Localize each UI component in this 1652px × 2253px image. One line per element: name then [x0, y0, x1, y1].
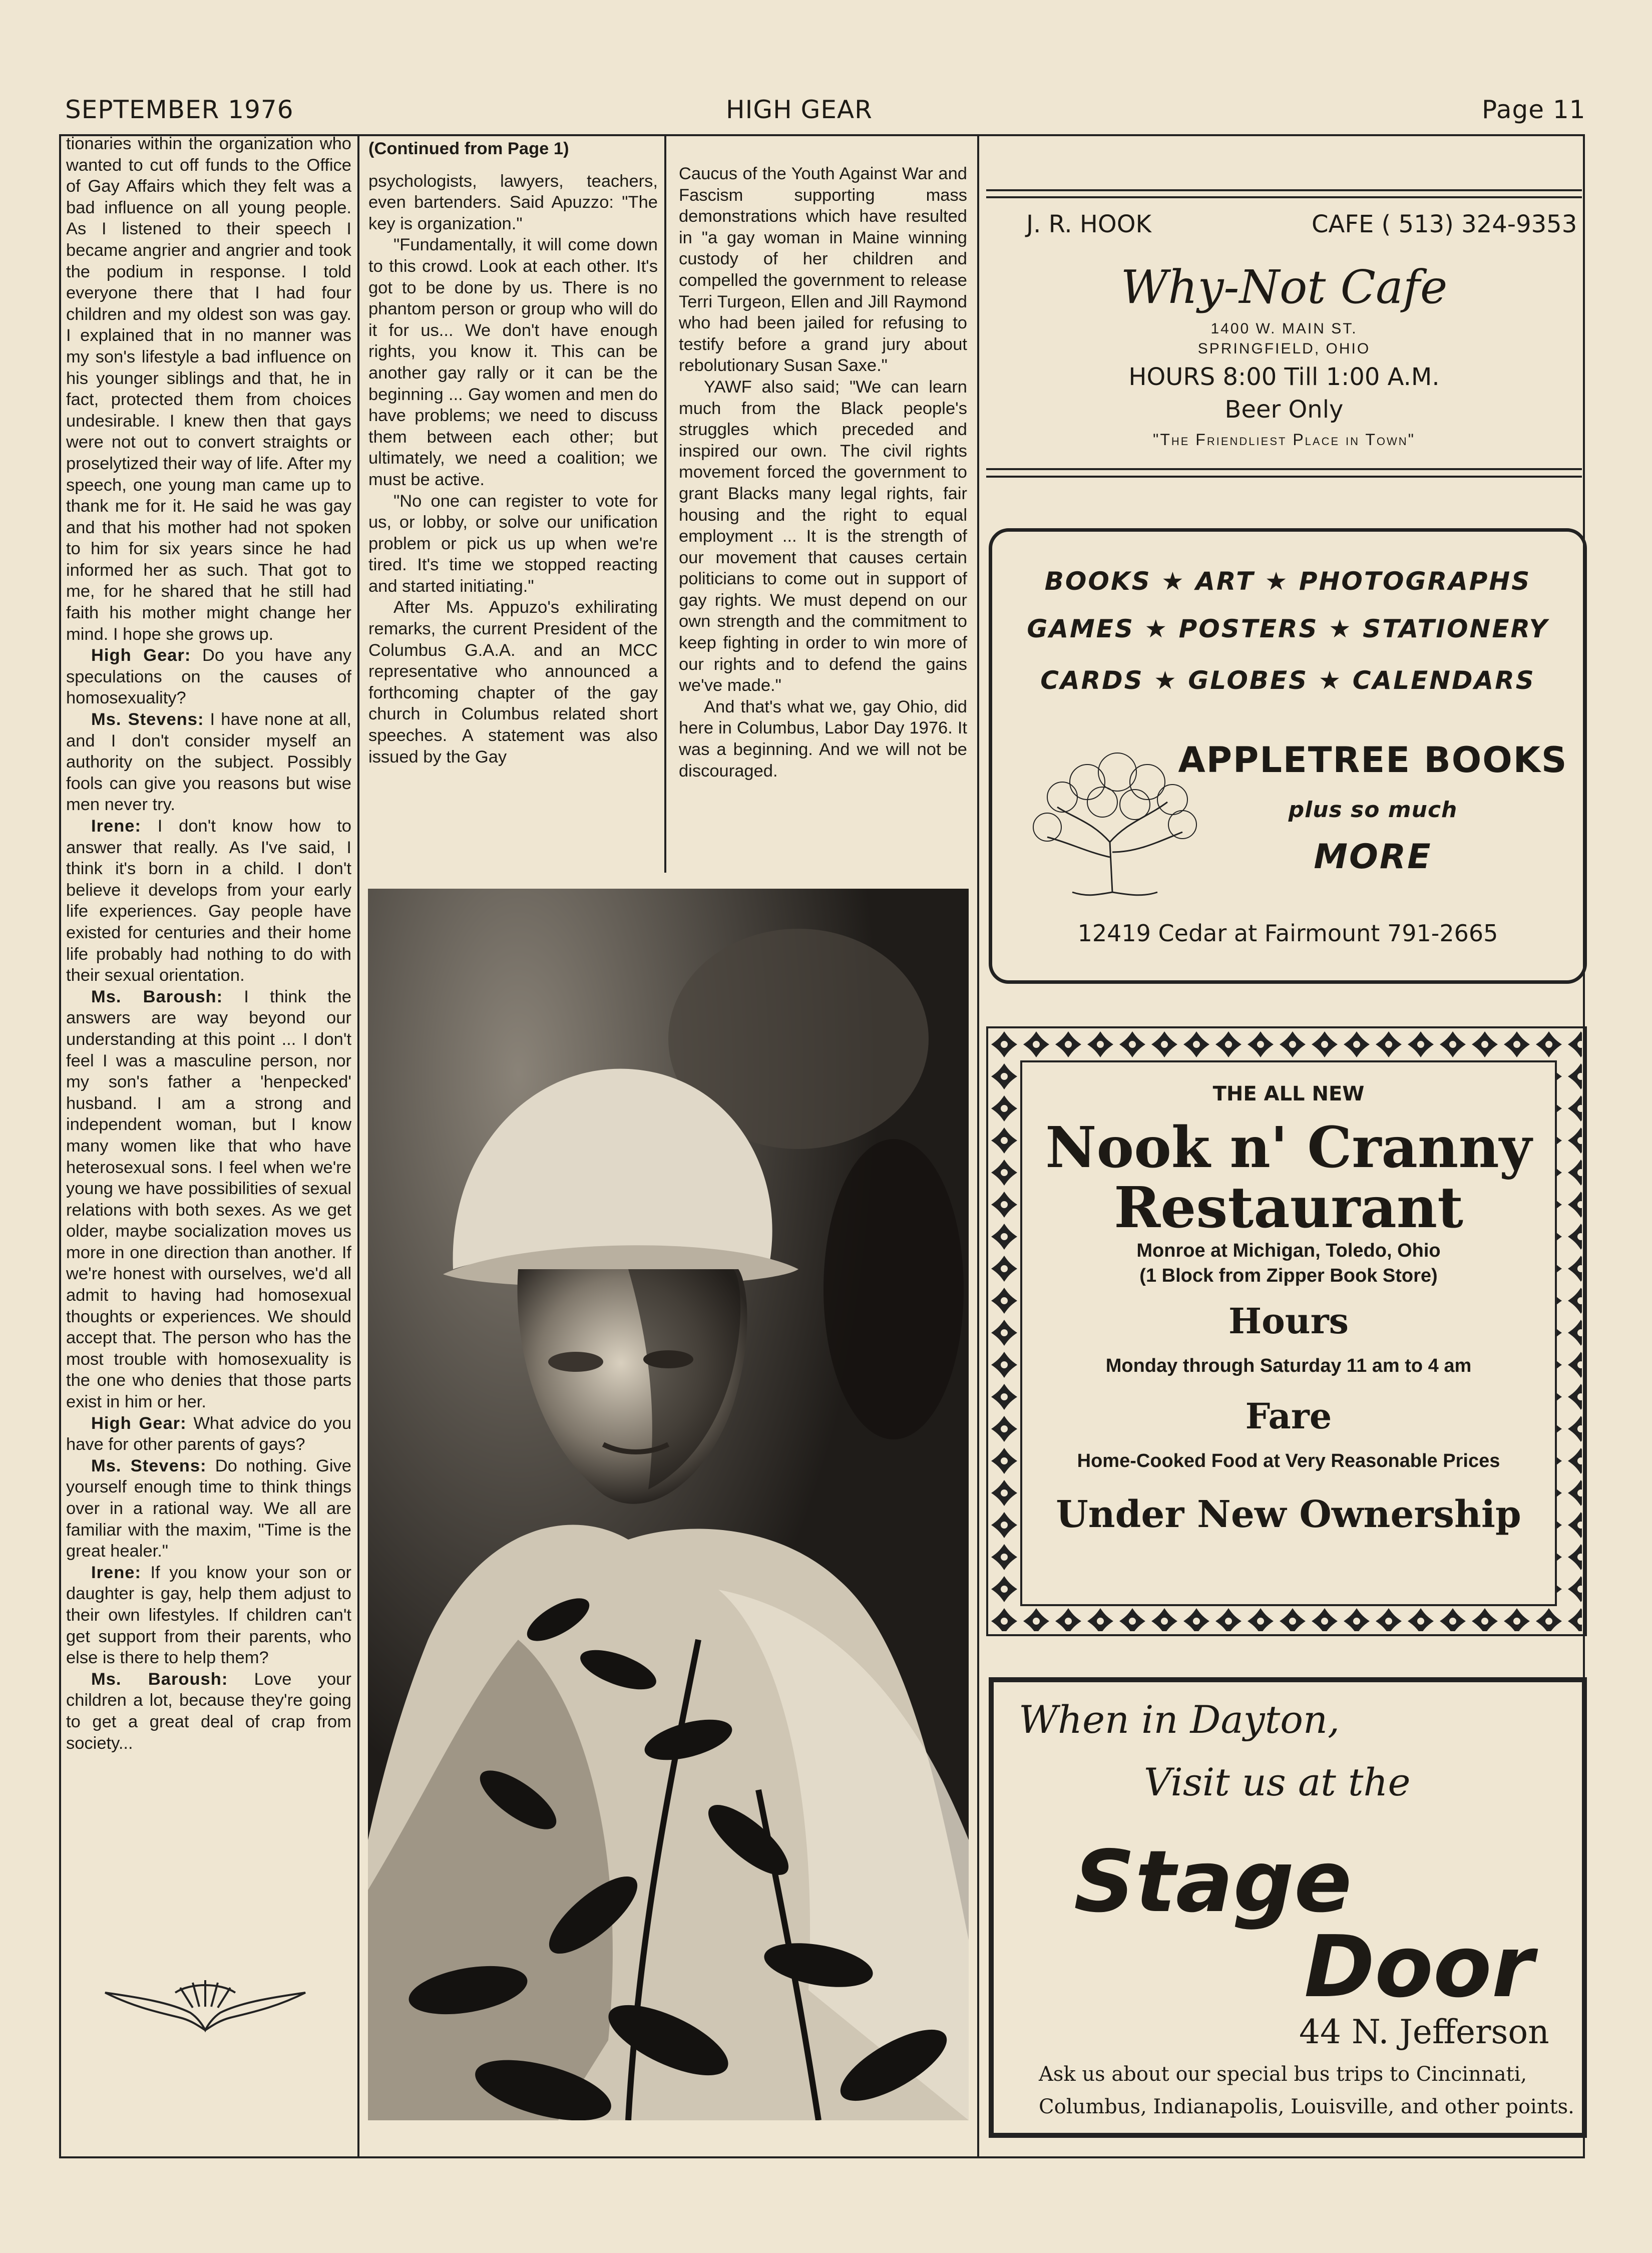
- ad-kicker: THE ALL NEW: [1212, 1082, 1365, 1105]
- ad-phone: CAFE ( 513) 324-9353: [1312, 210, 1577, 238]
- paragraph: And that's what we, gay Ohio, did here in Columbus, Labor Day 1976. It was a beginning. And we will not be discouraged.: [679, 697, 967, 781]
- paragraph: After Ms. Appuzo's exhilirating remarks, the current President of the Columbus G.A.A. and an MCC representative who announced a forthcoming chapter of the gay church in Columbus related short speeches. A statement was also issued by the Gay: [368, 598, 658, 767]
- ad-hours-heading: Hours: [1228, 1300, 1349, 1342]
- paragraph: Caucus of the Youth Against War and Fascism supporting mass demonstrations which have resulted in "a gay woman in Maine winning custody of her children and compelled the government to release Terri Turgeon, Ellen and Jill Raymond who had been jailed for refusing to testify before a grand jury about rebolutionary Susan Saxe.": [679, 164, 967, 376]
- paragraph-text: I think the answers are way beyond our understanding at this point ... I don't feel I was a masculine person, nor my son's father a 'henpecked' husband. I am a strong and independent woman, but I know many women like that who have heterosexual sons. I feel when we're young we have possibilities of sexual relations with both sexes. As we get older, maybe socialization moves us more in one direction than another. If we're honest with ourselves, we'd all admit to having had homosexual thoughts or experiences. We should accept that. The person who has the most trouble with homosexuality is the one who denies that those parts exist in him or her.: [66, 987, 351, 1412]
- paragraph-text: Love your children a lot, because they're going to get a great deal of crap from society...: [66, 1669, 351, 1753]
- ad-owner: J. R. HOOK: [1026, 210, 1151, 238]
- ad-line: GAMES ★ POSTERS ★ STATIONERY: [1027, 614, 1549, 643]
- speaker-label: High Gear:: [91, 646, 191, 665]
- paragraph-text: tionaries within the organization who wanted to cut off funds to the Office of Gay Affairs which they felt was a bad influence on all young people. As I listened to their speech I became angrier and angrier and took the podium in response. I told everyone there that I had four children and my oldest son was gay. I explained that in no manner was my son's lifestyle a bad influence on his younger siblings and that, he in fact, protected them from choices undesirable. I knew then that gays were not out to convert straights or proselytized their way of life. After my speech, one young man came up to thank me for it. He said he was gay and that his mother had not spoken to him for six years since he had informed her as such. That got to me, for he shared that he still had faith his mother might change her mind. I hope she grows up.: [66, 134, 351, 644]
- interview-paragraph: [66, 986, 351, 1413]
- paragraph-text: I don't know how to answer that really. As I've said, I think it's born in a child. I don't believe it develops from your early life experiences. Gay people have existed for centuries and their home life probably had nothing to do with their sexual orientation.: [66, 817, 351, 985]
- paragraph-text: I have none at all, and I don't consider myself an authority on the subject. Possibly fools can give you reasons but wise men never try.: [66, 710, 351, 815]
- ad-hours: HOURS 8:00 Till 1:00 A.M.: [1128, 363, 1440, 391]
- interview-paragraph: [66, 645, 351, 709]
- paragraph-text: If you know your son or daughter is gay, help them adjust to their own lifestyles. If children can't get support from their parents, who else is there to help them?: [66, 1563, 351, 1668]
- ad-line: BOOKS ★ ART ★ PHOTOGRAPHS: [1044, 567, 1531, 596]
- ad-nook-n-cranny: [986, 1026, 1587, 1636]
- ad-why-not-cafe: [986, 185, 1582, 486]
- ad-note: Columbus, Indianapolis, Louisville, and other points.: [1039, 2095, 1574, 2118]
- column-rule: [357, 134, 359, 2158]
- interview-paragraph: [66, 1413, 351, 1455]
- column-rule: [664, 134, 666, 873]
- speaker-label: Ms. Stevens:: [91, 710, 204, 729]
- ad-venue-name: Door: [1304, 1918, 1534, 2017]
- interview-paragraph: [66, 816, 351, 986]
- article-column-1: [66, 133, 351, 1754]
- ad-line: Visit us at the: [1144, 1760, 1411, 1804]
- paragraph: "No one can register to vote for us, or lobby, or solve our unification problem or pick us up when we're tired. It's time we stopped reacting and started initiating.": [368, 491, 658, 596]
- article-column-3: [679, 163, 967, 782]
- ad-fare: Home-Cooked Food at Very Reasonable Prices: [1077, 1450, 1500, 1471]
- ad-restaurant-name: Nook n' Cranny: [1045, 1115, 1532, 1181]
- ad-plus: plus so much: [1288, 797, 1458, 823]
- interview-paragraph: [66, 709, 351, 816]
- ad-beer: Beer Only: [1224, 396, 1344, 424]
- issue-date: SEPTEMBER 1976: [65, 95, 294, 124]
- ad-store-name: APPLETREE BOOKS: [1178, 739, 1568, 781]
- ad-fare-heading: Fare: [1245, 1395, 1332, 1437]
- ad-cafe-name: Why-Not Cafe: [1120, 260, 1448, 314]
- ad-line: When in Dayton,: [1019, 1697, 1340, 1742]
- interview-paragraph: [66, 1562, 351, 1669]
- interview-paragraph: [66, 133, 351, 645]
- interview-paragraph: [66, 1455, 351, 1562]
- paragraph-text: Do you have any speculations on the causes of homosexuality?: [66, 646, 351, 708]
- ad-restaurant-name: Restaurant: [1114, 1175, 1463, 1241]
- ad-city: SPRINGFIELD, OHIO: [1197, 340, 1371, 357]
- speaker-label: Irene:: [91, 817, 141, 836]
- ad-note: Ask us about our special bus trips to Cincinnati,: [1039, 2063, 1527, 2086]
- paragraph-text: What advice do you have for other parents of gays?: [66, 1413, 352, 1454]
- column-rule: [977, 134, 979, 2158]
- ad-address: 44 N. Jefferson: [1299, 2013, 1549, 2051]
- speaker-label: High Gear:: [91, 1413, 187, 1433]
- article-column-2: [368, 138, 658, 768]
- ad-line: CARDS ★ GLOBES ★ CALENDARS: [1040, 666, 1535, 695]
- paragraph: "Fundamentally, it will come down to this crowd. Look at each other. It's got to be done by us. There is no phantom person or group who will do it for us... We don't have enough rights, you know it. This can be another gay rally or it can be the beginning ... Gay women and men do have problems; we need to discuss them between each other; but ultimately, we need a coalition; we must be active.: [368, 235, 658, 489]
- ad-note: (1 Block from Zipper Book Store): [1139, 1265, 1438, 1286]
- ad-more: MORE: [1314, 837, 1432, 877]
- newspaper-title: HIGH GEAR: [726, 95, 873, 124]
- ad-slogan: "The Friendliest Place in Town": [1152, 431, 1416, 449]
- ad-ownership: Under New Ownership: [1056, 1493, 1521, 1536]
- ad-hours: Monday through Saturday 11 am to 4 am: [1105, 1355, 1472, 1376]
- ad-stage-door: [989, 1677, 1587, 2138]
- ad-appletree-books: [989, 528, 1587, 984]
- page-number: Page 11: [1482, 95, 1586, 124]
- paragraph-text: Do nothing. Give yourself enough time to think things over in a rational way. We all are familiar with the maxim, "Time is the great healer.": [66, 1456, 351, 1561]
- ad-venue-name: Stage: [1074, 1832, 1352, 1932]
- speaker-label: Ms. Baroush:: [91, 987, 223, 1006]
- speaker-label: Irene:: [91, 1563, 141, 1582]
- speaker-label: Ms. Baroush:: [91, 1669, 228, 1689]
- paragraph: psychologists, lawyers, teachers, even bartenders. Said Apuzzo: "The key is organization.": [368, 171, 658, 233]
- ad-address: 1400 W. MAIN ST.: [1210, 320, 1358, 337]
- ornament-icon: [100, 1978, 310, 2033]
- paragraph: YAWF also said; "We can learn much from the Black people's struggles which preceded and inspired our own. The civil rights movement forced the government to grant Blacks many legal rights, fair housing and the right to equal employment ... It is the strength of our movement that causes certain politicians to come out in support of gay rights. We must depend on our own strength and the commitment to keep fighting in order to win more of our rights and to defend the gains we've made.": [679, 377, 967, 695]
- interview-paragraph: [66, 1669, 351, 1754]
- continued-heading: (Continued from Page 1): [368, 139, 569, 158]
- ad-address: 12419 Cedar at Fairmount 791-2665: [1077, 920, 1498, 947]
- ad-address: Monroe at Michigan, Toledo, Ohio: [1136, 1240, 1441, 1261]
- speaker-label: Ms. Stevens:: [91, 1456, 207, 1475]
- photo-woman-in-hat: [368, 889, 969, 2120]
